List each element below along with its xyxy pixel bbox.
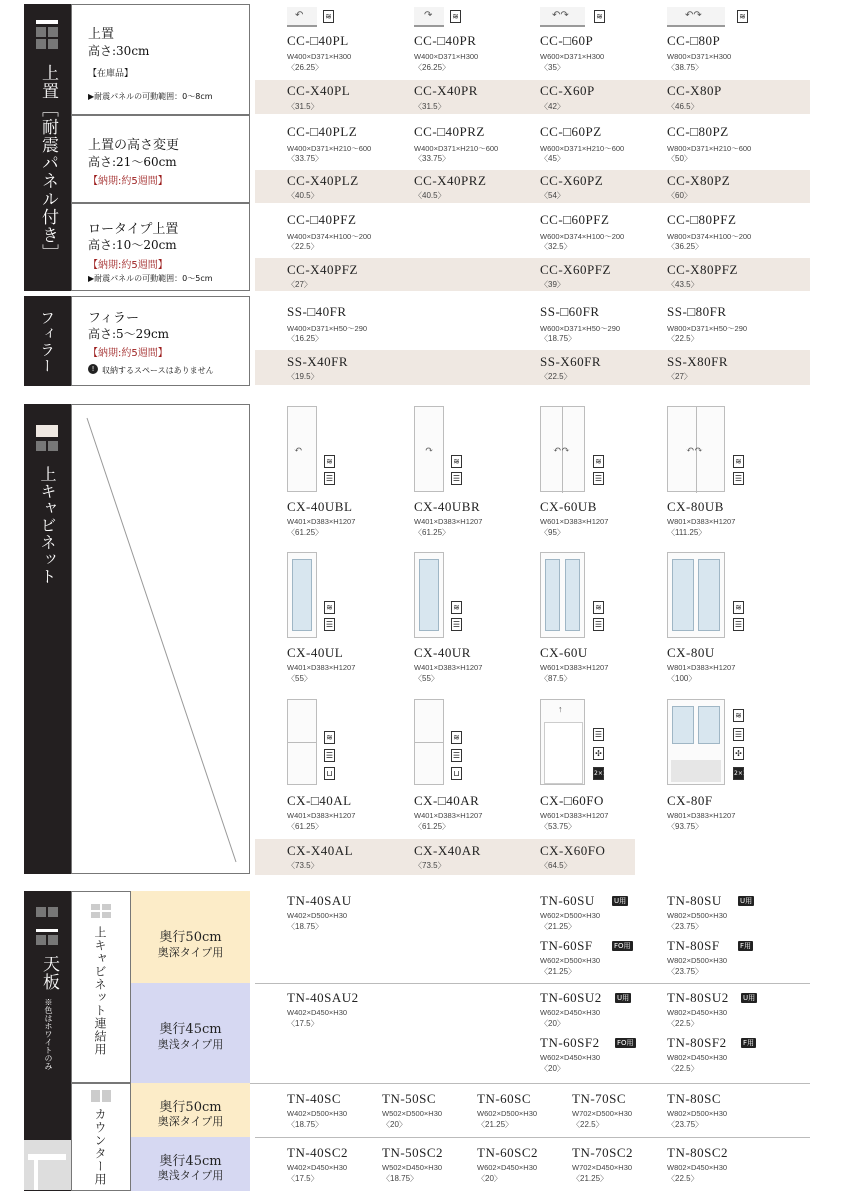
- product-price: 〈95〉: [540, 528, 565, 537]
- outlet-icon: 2×1: [593, 767, 604, 780]
- shelf-icon: ☰: [594, 730, 603, 739]
- product-code: CC-X60PFZ: [540, 262, 611, 277]
- product-price: 〈73.5〉: [414, 861, 446, 870]
- product-dimensions: W402×D450×H30: [287, 1008, 348, 1017]
- product-code: TN-60SC: [477, 1091, 532, 1106]
- top-row1-height: 高さ:30cm: [88, 44, 150, 58]
- product-dimensions: W400×D371×H210〜600: [414, 144, 499, 153]
- product-price: 〈21.25〉: [477, 1120, 514, 1129]
- cabinet-image-40al: [287, 699, 317, 785]
- divider: [250, 1083, 810, 1084]
- product-code: SS-□60FR: [540, 304, 600, 319]
- product-price: 〈23.75〉: [667, 1120, 704, 1129]
- top-row2-title: 上置の高さ変更: [88, 138, 180, 153]
- cabinet-image-40ar: [414, 699, 444, 785]
- product-code: CC-X60PZ: [540, 173, 604, 188]
- product-dimensions: W801×D383×H1207: [667, 811, 736, 820]
- product-code: CX-40UBR: [414, 499, 481, 514]
- panel-icon: ≋: [451, 455, 462, 468]
- product-dimensions: W502×D450×H30: [382, 1163, 443, 1172]
- sidebar-cabinet-grid-icon: [36, 441, 58, 451]
- sidebar-topboard-grid-icon: [36, 907, 58, 947]
- topboard-sub2-label: カウンター用: [93, 1108, 107, 1186]
- product-price: 〈36.25〉: [667, 242, 704, 251]
- product-price: 〈17.5〉: [287, 1019, 319, 1028]
- product-code: TN-50SC: [382, 1091, 437, 1106]
- product-price: 〈18.75〉: [287, 922, 324, 931]
- sidebar-cabinet-label: 上キャビネット: [38, 466, 57, 585]
- product-price: 〈54〉: [540, 191, 565, 200]
- product-code: TN-60SU2: [540, 990, 602, 1005]
- product-code: CX-40UR: [414, 645, 471, 660]
- shallow-depth-2: 奥行45cm: [159, 1154, 222, 1169]
- product-dimensions: W802×D500×H30: [667, 956, 728, 965]
- product-price: 〈18.75〉: [540, 334, 577, 343]
- product-dimensions: W401×D383×H1207: [287, 811, 356, 820]
- drawer-icon: ⊔: [451, 767, 462, 780]
- product-dimensions: W400×D371×H50〜290: [287, 324, 368, 333]
- product-dimensions: W802×D500×H30: [667, 911, 728, 920]
- usage-tag: FO用: [614, 942, 631, 950]
- product-price: 〈20〉: [477, 1174, 502, 1183]
- panel-icon: ≋: [324, 731, 335, 744]
- product-code: CC-X80P: [667, 83, 722, 98]
- product-price: 〈26.25〉: [287, 63, 324, 72]
- product-price: 〈22.5〉: [572, 1120, 604, 1129]
- product-dimensions: W601×D383×H1207: [540, 811, 609, 820]
- product-dimensions: W800×D371×H300: [667, 52, 732, 61]
- top-row3-panel-note: ▶耐震パネルの可動範囲：0〜5cm: [88, 274, 213, 283]
- product-dimensions: W600×D371×H300: [540, 52, 605, 61]
- cabinet-image-60ub: ↶↷: [540, 406, 585, 492]
- topboard-sub1-icon: [91, 904, 111, 918]
- product-dimensions: W602×D450×H30: [477, 1163, 538, 1172]
- product-code: CC-□60PZ: [540, 124, 602, 139]
- product-dimensions: W401×D383×H1207: [414, 663, 483, 672]
- product-price: 〈45〉: [540, 154, 565, 163]
- usage-tag: U用: [617, 994, 630, 1002]
- product-price: 〈21.25〉: [540, 967, 577, 976]
- panel-icon: ≋: [733, 601, 744, 614]
- product-dimensions: W702×D450×H30: [572, 1163, 633, 1172]
- product-code: TN-80SU2: [667, 990, 729, 1005]
- product-price: 〈32.5〉: [540, 242, 572, 251]
- product-dimensions: W400×D371×H300: [287, 52, 352, 61]
- product-price: 〈22.5〉: [667, 1019, 699, 1028]
- product-code: CX-80UB: [667, 499, 724, 514]
- product-price: 〈55〉: [287, 674, 312, 683]
- panel-icon: ≋: [324, 601, 335, 614]
- product-dimensions: W600×D374×H100〜200: [540, 232, 625, 241]
- product-dimensions: W502×D500×H30: [382, 1109, 443, 1118]
- product-code: CC-□60P: [540, 33, 594, 48]
- product-dimensions: W402×D450×H30: [287, 1163, 348, 1172]
- panel-icon: ≋: [733, 709, 744, 722]
- top-row1-title: 上置: [88, 27, 115, 42]
- product-dimensions: W401×D383×H1207: [414, 811, 483, 820]
- product-code: CC-□40PLZ: [287, 124, 358, 139]
- product-code: CX-40UBL: [287, 499, 353, 514]
- top-row2-lead: 【納期:約5週間】: [88, 176, 168, 187]
- product-dimensions: W800×D374×H100〜200: [667, 232, 752, 241]
- product-code: TN-80SC: [667, 1091, 722, 1106]
- divider: [255, 983, 810, 984]
- top-row2-height: 高さ:21〜60cm: [88, 155, 177, 169]
- product-price: 〈43.5〉: [667, 280, 699, 289]
- product-price: 〈22.5〉: [667, 334, 699, 343]
- product-price: 〈33.75〉: [287, 154, 324, 163]
- product-dimensions: W600×D371×H210〜600: [540, 144, 625, 153]
- product-dimensions: W801×D383×H1207: [667, 517, 736, 526]
- sidebar-top-grid-icon: [36, 27, 58, 49]
- shelf-icon: ☰: [734, 730, 743, 739]
- shelf-icon: ☰: [325, 620, 334, 629]
- product-code: CX-X40AR: [414, 843, 481, 858]
- product-price: 〈93.75〉: [667, 822, 704, 831]
- top-row1-stock: 【在庫品】: [88, 69, 134, 79]
- product-dimensions: W801×D383×H1207: [667, 663, 736, 672]
- shelf-icon: ☰: [452, 751, 461, 760]
- product-dimensions: W400×D374×H100〜200: [287, 232, 372, 241]
- product-price: 〈31.5〉: [414, 102, 446, 111]
- product-price: 〈87.5〉: [540, 674, 572, 683]
- cabinet-image-80ub: ↶↷: [667, 406, 725, 492]
- product-price: 〈23.75〉: [667, 922, 704, 931]
- product-code: CX-□40AR: [414, 793, 480, 808]
- product-code: CC-X40PRZ: [414, 173, 487, 188]
- sidebar-topboard-label: 天板: [39, 955, 59, 991]
- sidebar-cabinet-square: [36, 425, 58, 437]
- deep-type-1: 奥深タイプ用: [157, 946, 224, 959]
- product-code: TN-60SC2: [477, 1145, 539, 1160]
- product-code: TN-80SC2: [667, 1145, 729, 1160]
- cabinet-image-40ul: [287, 552, 317, 638]
- product-price: 〈111.25〉: [667, 528, 707, 537]
- shelf-icon: ☰: [594, 620, 603, 629]
- product-price: 〈21.25〉: [572, 1174, 609, 1183]
- product-code: SS-□80FR: [667, 304, 727, 319]
- shallow-type-2: 奥浅タイプ用: [157, 1169, 224, 1182]
- product-dimensions: W802×D450×H30: [667, 1008, 728, 1017]
- product-price: 〈20〉: [540, 1064, 565, 1073]
- product-code: TN-80SU: [667, 893, 722, 908]
- product-dimensions: W702×D500×H30: [572, 1109, 633, 1118]
- panel-icon: ≋: [451, 731, 462, 744]
- product-price: 〈23.75〉: [667, 967, 704, 976]
- product-code: TN-60SF2: [540, 1035, 600, 1050]
- shelf-icon: ☰: [325, 751, 334, 760]
- filler-lead: 【納期:約5週間】: [88, 348, 168, 359]
- product-price: 〈55〉: [414, 674, 439, 683]
- product-price: 〈60〉: [667, 191, 692, 200]
- panel-icon: ≋: [733, 455, 744, 468]
- product-code: CX-60UB: [540, 499, 597, 514]
- panel-icon: ≋: [593, 455, 604, 468]
- panel-icon: ≋: [324, 455, 335, 468]
- product-code: TN-70SC: [572, 1091, 627, 1106]
- product-code: CX-□40AL: [287, 793, 352, 808]
- product-price: 〈61.25〉: [287, 528, 324, 537]
- product-price: 〈64.5〉: [540, 861, 572, 870]
- product-code: CX-40UL: [287, 645, 344, 660]
- shelf-icon: ☰: [734, 620, 743, 629]
- product-code: TN-80SF: [667, 938, 720, 953]
- usage-tag: F用: [743, 1039, 755, 1047]
- product-dimensions: W601×D383×H1207: [540, 517, 609, 526]
- product-price: 〈53.75〉: [540, 822, 577, 831]
- outlet-icon: 2×1: [733, 767, 744, 780]
- product-price: 〈31.5〉: [287, 102, 319, 111]
- sidebar-top-square: [36, 20, 58, 24]
- cabinet-image-60u: [540, 552, 585, 638]
- product-code: CC-X40PR: [414, 83, 478, 98]
- usage-tag: U用: [740, 897, 753, 905]
- thumb-80p: ↶↷ ≋: [667, 7, 751, 27]
- product-price: 〈61.25〉: [414, 528, 451, 537]
- product-price: 〈18.75〉: [287, 1120, 324, 1129]
- top-row3-title: ロータイプ上置: [88, 222, 179, 237]
- product-code: CC-X40PL: [287, 83, 351, 98]
- product-code: CX-X60FO: [540, 843, 606, 858]
- warning-icon: !: [88, 364, 98, 374]
- product-dimensions: W802×D450×H30: [667, 1163, 728, 1172]
- top-row3-lead: 【納期:約5週間】: [88, 260, 168, 271]
- product-code: CX-80F: [667, 793, 713, 808]
- product-dimensions: W602×D500×H30: [477, 1109, 538, 1118]
- product-price: 〈50〉: [667, 154, 692, 163]
- product-price: 〈16.25〉: [287, 334, 324, 343]
- product-code: CC-X40PLZ: [287, 173, 359, 188]
- product-code: CC-□40PFZ: [287, 212, 357, 227]
- panel-icon: ≋: [451, 601, 462, 614]
- product-code: CX-□60FO: [540, 793, 604, 808]
- cabinet-image-80f: [667, 699, 725, 785]
- product-code: CC-□40PL: [287, 33, 349, 48]
- product-dimensions: W401×D383×H1207: [414, 517, 483, 526]
- product-code: CC-□60PFZ: [540, 212, 610, 227]
- product-code: CC-X40PFZ: [287, 262, 358, 277]
- sidebar-topboard-illustration: [24, 1140, 71, 1190]
- usage-tag: F用: [740, 942, 752, 950]
- product-dimensions: W402×D500×H30: [287, 1109, 348, 1118]
- product-price: 〈22.5〉: [667, 1064, 699, 1073]
- product-price: 〈20〉: [382, 1120, 407, 1129]
- product-dimensions: W602×D450×H30: [540, 1008, 601, 1017]
- top-row3-height: 高さ:10〜20cm: [88, 238, 177, 252]
- product-code: CC-X80PFZ: [667, 262, 738, 277]
- product-price: 〈22.5〉: [667, 1174, 699, 1183]
- product-code: TN-50SC2: [382, 1145, 444, 1160]
- product-price: 〈33.75〉: [414, 154, 451, 163]
- product-price: 〈27〉: [287, 280, 312, 289]
- sidebar-top-label: 上置［耐震パネル付き］: [38, 64, 58, 262]
- top-row1-panel-note: ▶耐震パネルの可動範囲：0〜8cm: [88, 92, 213, 101]
- product-code: SS-X40FR: [287, 354, 349, 369]
- product-price: 〈35〉: [540, 63, 565, 72]
- filler-note: 収納するスペースはありません: [102, 366, 214, 375]
- product-dimensions: W401×D383×H1207: [287, 663, 356, 672]
- shelf-icon: ☰: [325, 474, 334, 483]
- shallow-type-1: 奥浅タイプ用: [157, 1038, 224, 1051]
- product-code: CX-60U: [540, 645, 588, 660]
- product-price: 〈61.25〉: [287, 822, 324, 831]
- product-dimensions: W402×D500×H30: [287, 911, 348, 920]
- product-dimensions: W602×D500×H30: [540, 956, 601, 965]
- product-code: CC-□80P: [667, 33, 721, 48]
- appliance-icon: ✣: [733, 747, 744, 760]
- filler-title: フィラー: [88, 311, 139, 326]
- deep-type-2: 奥深タイプ用: [157, 1115, 224, 1128]
- product-dimensions: W800×D371×H210〜600: [667, 144, 752, 153]
- shelf-icon: ☰: [734, 474, 743, 483]
- filler-height: 高さ:5〜29cm: [88, 327, 170, 341]
- product-price: 〈18.75〉: [382, 1174, 419, 1183]
- cabinet-image-40ur: [414, 552, 444, 638]
- product-price: 〈26.25〉: [414, 63, 451, 72]
- product-price: 〈38.75〉: [667, 63, 704, 72]
- cabinet-diagonal: [71, 404, 250, 874]
- product-code: CC-X80PZ: [667, 173, 731, 188]
- product-dimensions: W600×D371×H50〜290: [540, 324, 621, 333]
- deep-depth-2: 奥行50cm: [159, 1100, 222, 1115]
- product-price: 〈22.5〉: [540, 372, 572, 381]
- product-code: TN-40SAU2: [287, 990, 359, 1005]
- deep-depth-1: 奥行50cm: [159, 930, 222, 945]
- product-dimensions: W802×D450×H30: [667, 1053, 728, 1062]
- divider: [255, 1137, 810, 1138]
- product-price: 〈40.5〉: [287, 191, 319, 200]
- product-dimensions: W400×D371×H300: [414, 52, 479, 61]
- product-code: TN-60SF: [540, 938, 593, 953]
- product-code: CX-80U: [667, 645, 715, 660]
- product-price: 〈42〉: [540, 102, 565, 111]
- topboard-sub2-icon: [91, 1090, 111, 1102]
- product-dimensions: W401×D383×H1207: [287, 517, 356, 526]
- usage-tag: U用: [743, 994, 756, 1002]
- shelf-icon: ☰: [452, 620, 461, 629]
- product-code: TN-40SAU: [287, 893, 352, 908]
- product-dimensions: W602×D500×H30: [540, 911, 601, 920]
- product-dimensions: W400×D371×H210〜600: [287, 144, 372, 153]
- drawer-icon: ⊔: [324, 767, 335, 780]
- product-dimensions: W800×D371×H50〜290: [667, 324, 748, 333]
- product-price: 〈22.5〉: [287, 242, 319, 251]
- product-code: SS-□40FR: [287, 304, 347, 319]
- product-code: CC-X60P: [540, 83, 595, 98]
- shallow-depth-1: 奥行45cm: [159, 1022, 222, 1037]
- product-code: CC-□80PFZ: [667, 212, 737, 227]
- product-price: 〈73.5〉: [287, 861, 319, 870]
- product-price: 〈19.5〉: [287, 372, 319, 381]
- product-code: SS-X60FR: [540, 354, 602, 369]
- topboard-sub1-label: 上キャビネット連結用: [93, 926, 107, 1056]
- product-price: 〈61.25〉: [414, 822, 451, 831]
- thumb-60p: ↶↷ ≋: [540, 7, 610, 27]
- cabinet-image-80u: [667, 552, 725, 638]
- product-price: 〈21.25〉: [540, 922, 577, 931]
- product-code: TN-60SU: [540, 893, 595, 908]
- product-price: 〈46.5〉: [667, 102, 699, 111]
- shelf-icon: ☰: [594, 474, 603, 483]
- product-code: TN-40SC2: [287, 1145, 349, 1160]
- sidebar-filler-label: フィラー: [38, 310, 56, 374]
- product-code: SS-X80FR: [667, 354, 729, 369]
- panel-icon: ≋: [593, 601, 604, 614]
- product-dimensions: W802×D500×H30: [667, 1109, 728, 1118]
- product-dimensions: W602×D450×H30: [540, 1053, 601, 1062]
- product-code: TN-80SF2: [667, 1035, 727, 1050]
- product-code: CX-X40AL: [287, 843, 354, 858]
- usage-tag: FO用: [617, 1039, 634, 1047]
- product-price: 〈100〉: [667, 674, 697, 683]
- product-code: TN-40SC: [287, 1091, 342, 1106]
- thumb-40pl: ↶ ≋: [287, 7, 339, 27]
- shelf-icon: ☰: [452, 474, 461, 483]
- usage-tag: U用: [614, 897, 627, 905]
- product-code: CC-□80PZ: [667, 124, 729, 139]
- product-price: 〈20〉: [540, 1019, 565, 1028]
- product-code: CC-□40PRZ: [414, 124, 485, 139]
- appliance-icon: ✣: [593, 747, 604, 760]
- product-price: 〈40.5〉: [414, 191, 446, 200]
- thumb-40pr: ↷ ≋: [414, 7, 466, 27]
- product-price: 〈27〉: [667, 372, 692, 381]
- cabinet-image-40ubl: ↶: [287, 406, 317, 492]
- product-dimensions: W601×D383×H1207: [540, 663, 609, 672]
- cabinet-image-40ubr: ↷: [414, 406, 444, 492]
- sidebar-topboard-note: ※色はホワイトのみ: [44, 998, 53, 1070]
- product-price: 〈17.5〉: [287, 1174, 319, 1183]
- product-code: TN-70SC2: [572, 1145, 634, 1160]
- cabinet-image-60fo: ↑: [540, 699, 585, 785]
- product-price: 〈39〉: [540, 280, 565, 289]
- product-code: CC-□40PR: [414, 33, 477, 48]
